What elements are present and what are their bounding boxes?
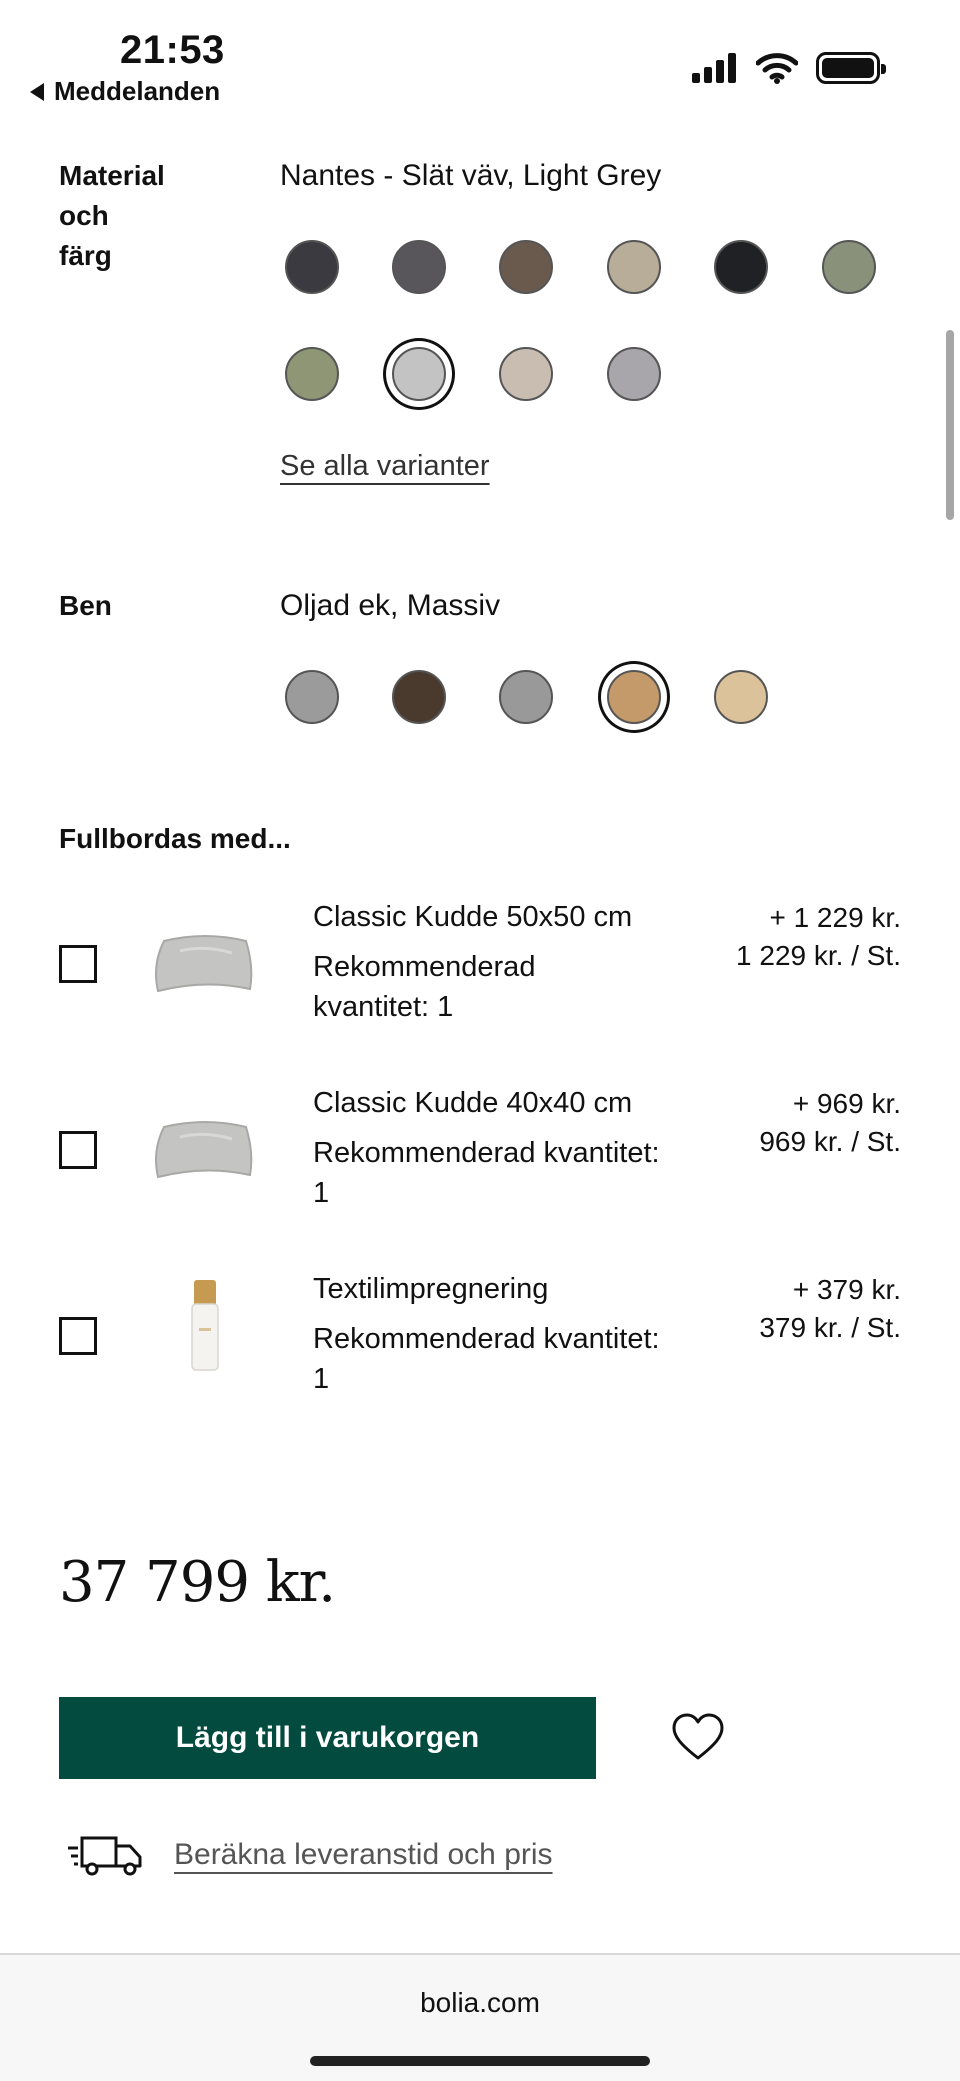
addon-item — [0, 1267, 960, 1407]
legs-label: Ben — [59, 590, 112, 621]
addon-name: Classic Kudde 40x40 cm — [313, 1087, 633, 1119]
addon-name: Textilimpregnering — [313, 1273, 549, 1305]
cellular-signal-icon — [692, 53, 738, 83]
heart-icon[interactable] — [670, 1710, 726, 1766]
material-selected-value: Nantes - Slät väv, Light Grey — [280, 159, 662, 192]
browser-bottom-bar — [0, 1953, 960, 2081]
back-triangle-icon — [30, 83, 44, 101]
addon-price: + 379 kr. 379 kr. / St. — [759, 1274, 901, 1343]
legs-swatch[interactable] — [499, 670, 553, 724]
delivery-truck-icon — [68, 1832, 146, 1878]
material-swatch[interactable] — [499, 347, 553, 401]
legs-selected-value: Oljad ek, Massiv — [280, 589, 501, 622]
delivery-estimate[interactable] — [68, 1832, 553, 1878]
material-swatch[interactable] — [607, 240, 661, 294]
see-all-variants-link[interactable]: Se alla varianter — [280, 450, 490, 482]
material-swatch[interactable] — [499, 240, 553, 294]
page-scrollbar[interactable] — [946, 330, 954, 520]
addon-checkbox[interactable] — [59, 945, 97, 983]
addon-recommended-qty: Rekommenderad kvantitet: 1 — [313, 951, 536, 1023]
addon-checkbox[interactable] — [59, 1131, 97, 1169]
complete-with-title: Fullbordas med... — [59, 823, 291, 854]
addon-recommended-qty: Rekommenderad kvantitet: 1 — [313, 1323, 660, 1395]
status-icons — [692, 52, 880, 84]
wifi-icon — [756, 52, 798, 84]
addon-item — [0, 1081, 960, 1221]
material-swatch[interactable] — [285, 347, 339, 401]
status-time: 21:53 — [120, 28, 225, 72]
home-indicator[interactable] — [310, 2056, 650, 2066]
legs-swatch[interactable] — [285, 670, 339, 724]
material-swatch[interactable] — [285, 240, 339, 294]
spray-bottle-icon — [150, 1281, 260, 1371]
calculate-delivery-link[interactable]: Beräkna leveranstid och pris — [174, 1838, 553, 1871]
material-swatch[interactable] — [714, 240, 768, 294]
addon-price: + 969 kr. 969 kr. / St. — [759, 1088, 901, 1157]
material-swatch[interactable] — [392, 240, 446, 294]
browser-url[interactable]: bolia.com — [420, 1987, 540, 2018]
pillow-icon — [150, 919, 260, 1009]
addon-item — [0, 895, 960, 1035]
add-to-cart-button[interactable]: Lägg till i varukorgen — [59, 1697, 596, 1779]
back-to-app-button[interactable] — [30, 76, 220, 107]
addon-price: + 1 229 kr. 1 229 kr. / St. — [736, 902, 901, 971]
battery-icon — [816, 52, 880, 84]
legs-swatch[interactable] — [714, 670, 768, 724]
addon-recommended-qty: Rekommenderad kvantitet: 1 — [313, 1137, 660, 1209]
material-swatch-selected[interactable] — [392, 347, 446, 401]
material-label: Material och färg — [59, 160, 165, 271]
pillow-icon — [150, 1105, 260, 1195]
legs-swatch-selected[interactable] — [607, 670, 661, 724]
back-app-label: Meddelanden — [54, 76, 221, 106]
material-swatch[interactable] — [607, 347, 661, 401]
legs-swatch[interactable] — [392, 670, 446, 724]
material-swatch[interactable] — [822, 240, 876, 294]
addon-name: Classic Kudde 50x50 cm — [313, 901, 633, 933]
addon-checkbox[interactable] — [59, 1317, 97, 1355]
total-price: 37 799 kr. — [59, 1550, 336, 1615]
